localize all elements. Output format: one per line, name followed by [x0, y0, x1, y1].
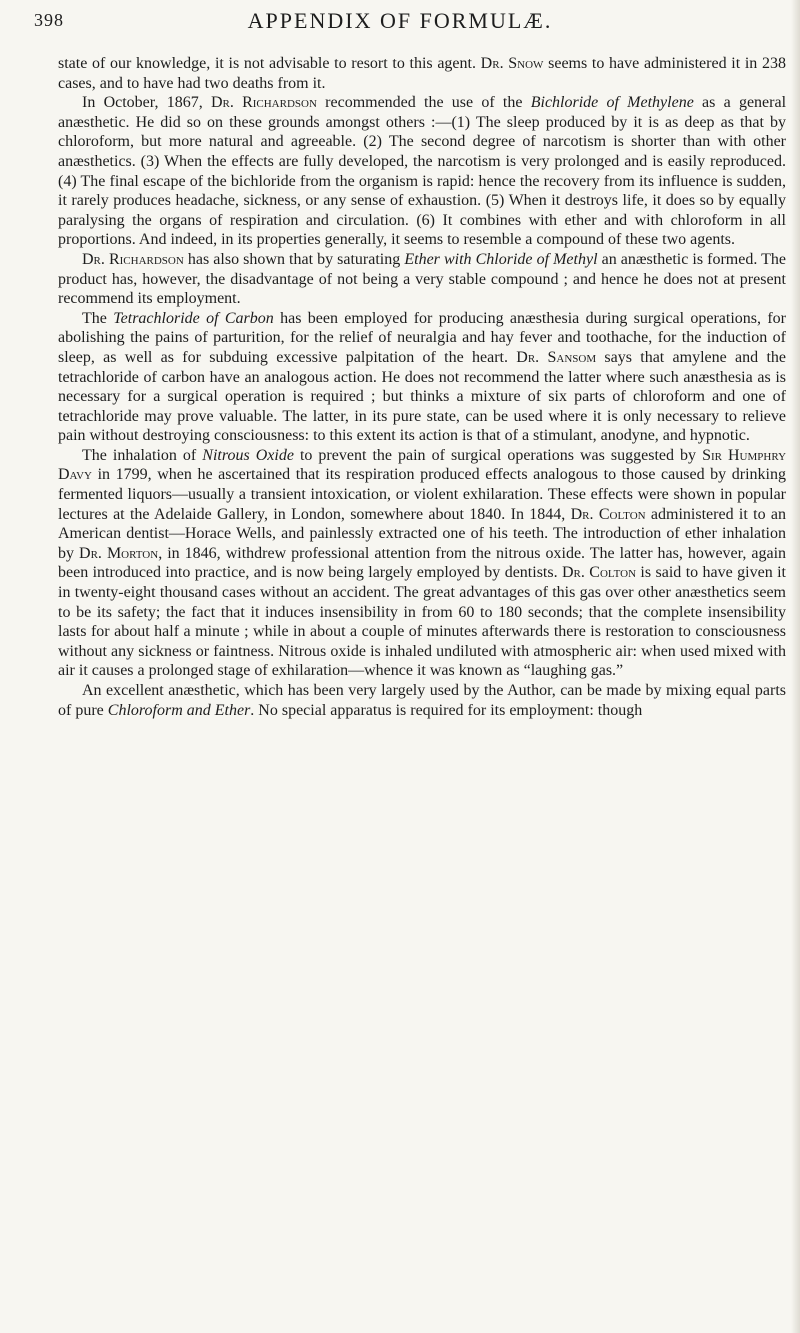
text-run: in 1799, when he ascertained that its respiration produced effects analogous to those caused by drinking fermented liquors—usually a transient intoxication, or violent exhilaration. These effects were shown in popular lectures at the Adelaide Gallery, in London, somewhere about 1840. In 1844,	[58, 466, 786, 523]
italic-term: Ether with Chloride of Methyl	[404, 250, 598, 268]
text-run: , in 1846, withdrew professional attention from the nitrous oxide. The latter has, however, again been introduced into practice, and is now being largely employed by dentists.	[58, 544, 787, 582]
text-run: state of our knowledge, it is not advisable to resort to this agent.	[58, 55, 481, 72]
text-run: . No special apparatus is required for its employment: though	[250, 701, 643, 719]
page-number: 398	[34, 10, 64, 30]
text-run: In October, 1867,	[82, 94, 211, 112]
text-run: The inhalation of	[82, 446, 203, 464]
text-run: says that amylene and the tetrachloride of carbon have an analogous action. He does not recommend the latter where such anæsthesia as is necessary for a surgical operation is required ; but thinks a mixture of six parts of chloroform and one of tetrachloride may prove valuable. The latter, in its pure state, can be used where it is only necessary to relieve pain without destroying consciousness: to this extent its action is that of a stimulant, anodyne, and hypnotic.	[58, 348, 786, 445]
text-run: to prevent the pain of surgical operations was suggested by	[293, 446, 703, 464]
person-name: Dr. Morton	[79, 544, 159, 562]
person-name: Dr. Richardson	[210, 94, 317, 112]
paragraph	[58, 54, 786, 93]
text-run: as a general anæsthetic. He did so on these grounds amongst others :—(1) The sleep produced by it is as deep as that by chloroform, but more natural and agreeable. (2) The second degree of narcotism is shorter than with other anæsthetics. (3) When the effects are fully developed, the narcotism is very prolonged and is easily reproduced. (4) The final escape of the bichloride from the organism is rapid: hence the recovery from its influence is sudden, it rarely produces headache, sickness, or any sense of exhaustion. (5) When it destroys life, it does so by equally paralysing the organs of respiration and circulation. (6) It combines with ether and with chloroform in all proportions. And indeed, in its properties generally, it seems to resemble a compound of these two agents.	[58, 94, 787, 249]
person-name: Dr. Richardson	[82, 250, 184, 268]
paragraph	[58, 681, 786, 720]
person-name: Dr. Colton	[562, 564, 637, 582]
text-run: An excellent anæsthetic, which has been very largely used by the Author, can be made by mixing equal parts of pure	[58, 682, 786, 719]
italic-term: Bichloride of Methylene	[530, 94, 694, 112]
person-name: Dr. Snow	[480, 55, 544, 72]
text-run: has been employed for producing anæsthesia during surgical operations, for abolishing the pains of parturition, for the relief of neuralgia and hay fever and toothache, for the induction of sleep, as well as for subduing excessive palpitation of the heart.	[58, 309, 787, 366]
text-run: has also shown that by saturating	[183, 250, 405, 268]
person-name: Dr. Colton	[570, 505, 646, 523]
paragraph	[58, 250, 786, 309]
text-run: recommended the use of the	[316, 94, 531, 112]
text-run: seems to have administered it in 238 cases, and to have had two deaths from it.	[58, 55, 786, 92]
paragraph	[58, 446, 786, 681]
text-run: is said to have given it in twenty-eight thousand cases without an accident. The great advantages of this gas over other anæsthetics seem to be its safety; the fact that it induces insensibility in from 60 to 180 seconds; that the complete insensibility lasts for about half a minute ; while in about a couple of minutes afterwards there is restoration to consciousness without any sickness or faintness. Nitrous oxide is inhaled undiluted with atmospheric air: when used mixed with air it causes a prolonged stage of exhilaration—whence it was known as “laughing gas.”	[58, 564, 786, 680]
italic-term: Nitrous Oxide	[202, 446, 294, 464]
italic-term: Tetrachloride of Carbon	[113, 309, 274, 327]
person-name: Dr. Sansom	[516, 348, 597, 366]
text-run: administered it to an American dentist—Horace Wells, and painlessly extracted one of his teeth. The introduction of ether inhalation by	[58, 505, 787, 562]
italic-term: Chloroform and Ether	[107, 701, 251, 719]
paragraph	[58, 93, 786, 250]
page-edge-shadow	[791, 0, 800, 1333]
body-text	[58, 54, 786, 720]
paragraph	[58, 309, 786, 446]
text-run: The	[82, 309, 114, 327]
person-name: Sir Humphry Davy	[58, 446, 787, 484]
text-run: an anæsthetic is formed. The product has, however, the disadvantage of not being a very stable compound ; and hence he does not at present recommend its employment.	[58, 250, 787, 308]
running-head: APPENDIX OF FORMULÆ.	[247, 8, 553, 33]
